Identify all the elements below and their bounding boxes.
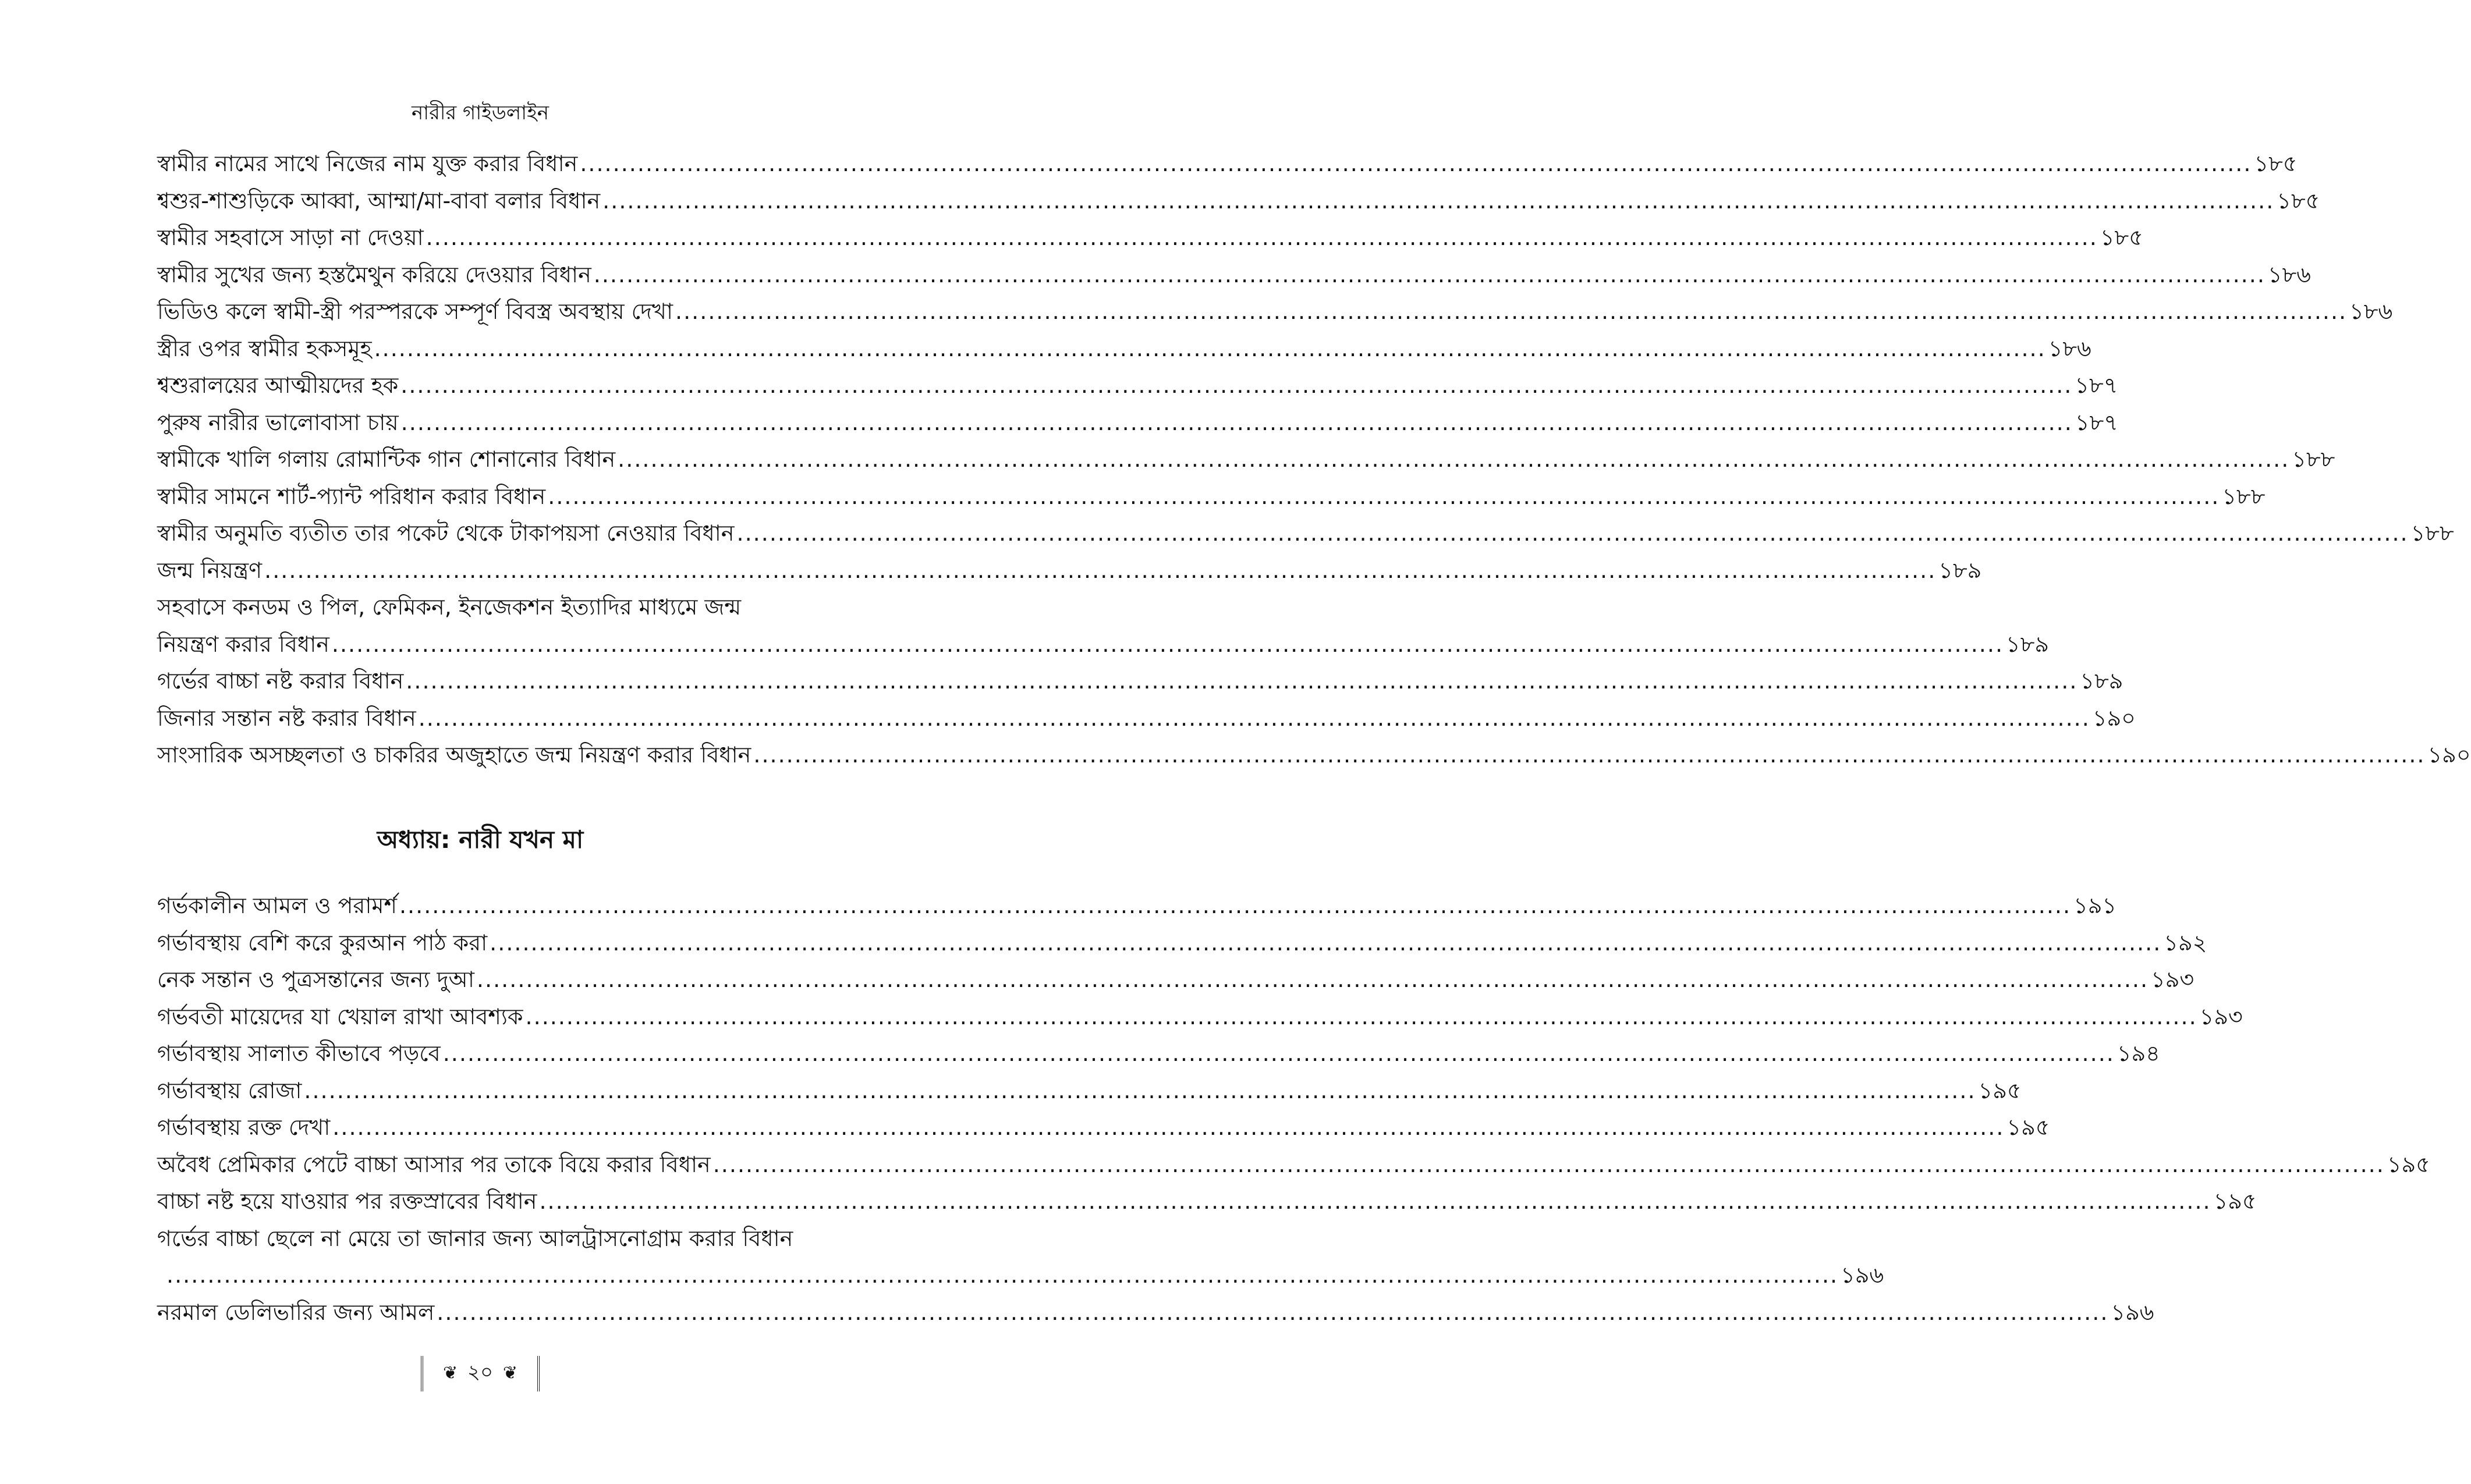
toc-entry — [157, 367, 2118, 404]
toc-entry-page: ১৯১ — [2073, 893, 2117, 918]
toc-entry — [157, 1183, 2257, 1220]
toc-leader-dots — [675, 293, 2347, 331]
toc-entry-page: ১৮৮ — [2410, 520, 2454, 546]
right-ornament-icon: ❦ — [502, 1363, 518, 1383]
toc-leader-dots — [602, 183, 2274, 220]
toc-entry-title: গর্ভাবস্থায় সালাত কীভাবে পড়বে — [157, 1041, 441, 1066]
page-number-footer — [0, 1356, 960, 1391]
toc-entry — [157, 219, 2143, 257]
toc-leader-dots — [539, 1183, 2211, 1220]
toc-entry-title: নেক সন্তান ও পুত্রসন্তানের জন্য দুআ — [157, 967, 474, 992]
toc-leader-dots — [477, 961, 2149, 999]
toc-entry-page: ১৮৫ — [2277, 187, 2320, 214]
toc-entry-title: সাংসারিক অসচ্ছলতা ও চাকরির অজুহাতে জন্ম নিয়ন্ত্রণ করার বিধান — [157, 742, 751, 768]
toc-entry — [157, 1294, 2154, 1332]
toc-entry-title: বাচ্চা নষ্ট হয়ে যাওয়ার পর রক্তস্রাবের বিধান — [157, 1188, 537, 1214]
toc-leader-dots — [426, 219, 2098, 257]
toc-entry-page: ১৮৮ — [2222, 483, 2266, 509]
toc-entry-page: ১৯২ — [2164, 929, 2207, 956]
toc-entry — [157, 478, 2266, 516]
toc-entry-title: গর্ভাবস্থায় বেশি করে কুরআন পাঠ করা — [157, 929, 488, 956]
toc-entry-page: ১৯৬ — [2111, 1299, 2154, 1325]
toc-leader-dots — [264, 552, 1936, 590]
toc-entry — [157, 663, 2123, 700]
toc-entry-page: ১৮৫ — [2254, 151, 2298, 176]
toc-section-2 — [157, 887, 2430, 1331]
toc-entry — [157, 1109, 2050, 1146]
toc-entry-page: ১৮৬ — [2349, 299, 2393, 324]
toc-entry — [157, 961, 2195, 999]
toc-entry — [157, 999, 2243, 1036]
toc-entry-page: ১৯৪ — [2117, 1041, 2160, 1066]
toc-entry-title: গর্ভকালীন আমল ও পরামর্শ — [157, 893, 397, 918]
toc-entry — [157, 257, 2311, 294]
toc-leader-dots — [406, 663, 2078, 700]
toc-entry-title: নিয়ন্ত্রণ করার বিধান — [157, 631, 329, 657]
toc-leader-dots — [753, 737, 2425, 774]
toc-entry-title: পুরুষ নারীর ভালোবাসা চায় — [157, 409, 399, 435]
toc-leader-dots — [594, 257, 2266, 294]
toc-entry-page: ১৮৯ — [1938, 557, 1982, 583]
toc-leader-dots — [399, 887, 2071, 925]
toc-entry-page: ১৯৫ — [2213, 1188, 2257, 1214]
toc-entry-page: ১৯০ — [2427, 742, 2471, 768]
toc-leader-dots — [374, 331, 2046, 368]
toc-entry — [157, 1220, 1884, 1294]
toc-entry — [157, 331, 2091, 368]
toc-entry-title: স্বামীর সুখের জন্য হস্তমৈথুন করিয়ে দেওয়ার বিধান — [157, 261, 591, 287]
toc-entry-title: শ্বশুরালয়ের আত্মীয়দের হক — [157, 372, 399, 398]
chapter-heading: অধ্যায়: নারী যখন মা — [377, 825, 584, 854]
toc-leader-dots — [400, 367, 2072, 404]
toc-entry-title: গর্ভবতী মায়েদের যা খেয়াল রাখা আবশ্যক — [157, 1003, 523, 1029]
toc-entry — [157, 293, 2393, 331]
toc-entry-title: শ্বশুর-শাশুড়িকে আব্বা, আম্মা/মা-বাবা বলার বিধান — [157, 187, 601, 214]
toc-leader-dots — [526, 999, 2197, 1036]
toc-leader-dots — [737, 515, 2409, 552]
toc-entry-page: ১৯৫ — [1978, 1077, 2022, 1103]
toc-leader-dots — [437, 1294, 2108, 1332]
toc-entry-page: ১৮৬ — [2048, 335, 2091, 361]
toc-leader-dots — [490, 925, 2161, 962]
toc-entry-page: ১৮৫ — [2100, 225, 2143, 250]
toc-entry-page: ১৮৮ — [2292, 446, 2335, 472]
toc-entry-page: ১৯৬ — [1841, 1262, 1884, 1288]
toc-entry-title: স্বামীর নামের সাথে নিজের নাম যুক্ত করার বিধান — [157, 151, 578, 176]
toc-entry-page: ১৮৯ — [2080, 668, 2123, 694]
left-ornament-icon: ❦ — [442, 1363, 458, 1383]
toc-entry-title: স্ত্রীর ওপর স্বামীর হকসমূহ — [157, 335, 372, 361]
toc-entry — [157, 925, 2207, 962]
toc-leader-dots — [401, 404, 2073, 442]
toc-entry-title: গর্ভাবস্থায় রোজা — [157, 1077, 302, 1103]
running-head: নারীর গাইডলাইন — [411, 101, 549, 125]
toc-entry-title: জন্ম নিয়ন্ত্রণ — [157, 557, 263, 583]
toc-entry — [157, 737, 2471, 774]
toc-leader-dots — [166, 1257, 1838, 1294]
toc-entry-page: ১৯৫ — [2006, 1114, 2050, 1140]
toc-entry-title: স্বামীর সামনে শার্ট-প্যান্ট পরিধান করার বিধান — [157, 483, 546, 509]
toc-leader-dots — [332, 626, 2004, 663]
toc-leader-dots — [618, 441, 2289, 478]
toc-leader-dots — [419, 700, 2090, 737]
toc-entry-title: গর্ভাবস্থায় রক্ত দেখা — [157, 1114, 331, 1140]
toc-entry — [157, 404, 2118, 442]
toc-entry-title-line1: গর্ভের বাচ্চা ছেলে না মেয়ে তা জানার জন্য আলট্রাসনোগ্রাম করার বিধান — [157, 1225, 793, 1251]
toc-leader-dots — [713, 1146, 2385, 1184]
toc-entry-title: নরমাল ডেলিভারির জন্য আমল — [157, 1299, 435, 1325]
toc-entry — [157, 552, 1982, 590]
toc-entry-page: ১৯৩ — [2151, 967, 2195, 992]
toc-entry — [157, 1146, 2430, 1184]
toc-entry — [157, 887, 2117, 925]
toc-entry-page: ১৮৭ — [2075, 372, 2118, 398]
toc-entry-title: জিনার সন্তান নষ্ট করার বিধান — [157, 705, 416, 731]
toc-entry-page: ১৮৯ — [2006, 631, 2050, 657]
toc-entry-page: ১৮৬ — [2267, 261, 2311, 287]
toc-leader-dots — [332, 1109, 2004, 1146]
toc-entry — [157, 1073, 2022, 1110]
toc-entry — [157, 589, 2050, 663]
toc-entry-title: গর্ভের বাচ্চা নষ্ট করার বিধান — [157, 668, 404, 694]
toc-entry-title: স্বামীর সহবাসে সাড়া না দেওয়া — [157, 225, 424, 250]
toc-section-1 — [157, 145, 2471, 774]
page-number: ২০ — [467, 1361, 494, 1384]
toc-entry-title: ভিডিও কলে স্বামী-স্ত্রী পরস্পরকে সম্পূর্ণ বিবস্ত্র অবস্থায় দেখা — [157, 299, 673, 324]
toc-entry — [157, 1035, 2160, 1073]
toc-entry-page: ১৯৩ — [2199, 1003, 2243, 1029]
toc-entry — [157, 515, 2454, 552]
toc-entry — [157, 145, 2298, 183]
toc-leader-dots — [548, 478, 2220, 516]
toc-entry-page: ১৯০ — [2092, 705, 2136, 731]
toc-entry — [157, 441, 2335, 478]
toc-leader-dots — [580, 145, 2252, 183]
toc-entry — [157, 183, 2320, 220]
toc-leader-dots — [304, 1073, 1976, 1110]
toc-entry-title: স্বামীর অনুমতি ব্যতীত তার পকেট থেকে টাকাপয়সা নেওয়ার বিধান — [157, 520, 735, 546]
toc-entry-title-line1: সহবাসে কনডম ও পিল, ফেমিকন, ইনজেকশন ইত্যাদির মাধ্যমে জন্ম — [157, 594, 742, 620]
page-number-ornament — [421, 1356, 540, 1391]
toc-entry-title: স্বামীকে খালি গলায় রোমান্টিক গান শোনানোর বিধান — [157, 446, 616, 472]
toc-entry-page: ১৯৫ — [2387, 1151, 2430, 1177]
toc-entry-page: ১৮৭ — [2075, 409, 2118, 435]
toc-entry — [157, 700, 2136, 737]
toc-entry-title: অবৈধ প্রেমিকার পেটে বাচ্চা আসার পর তাকে বিয়ে করার বিধান — [157, 1151, 711, 1177]
toc-leader-dots — [443, 1035, 2115, 1073]
